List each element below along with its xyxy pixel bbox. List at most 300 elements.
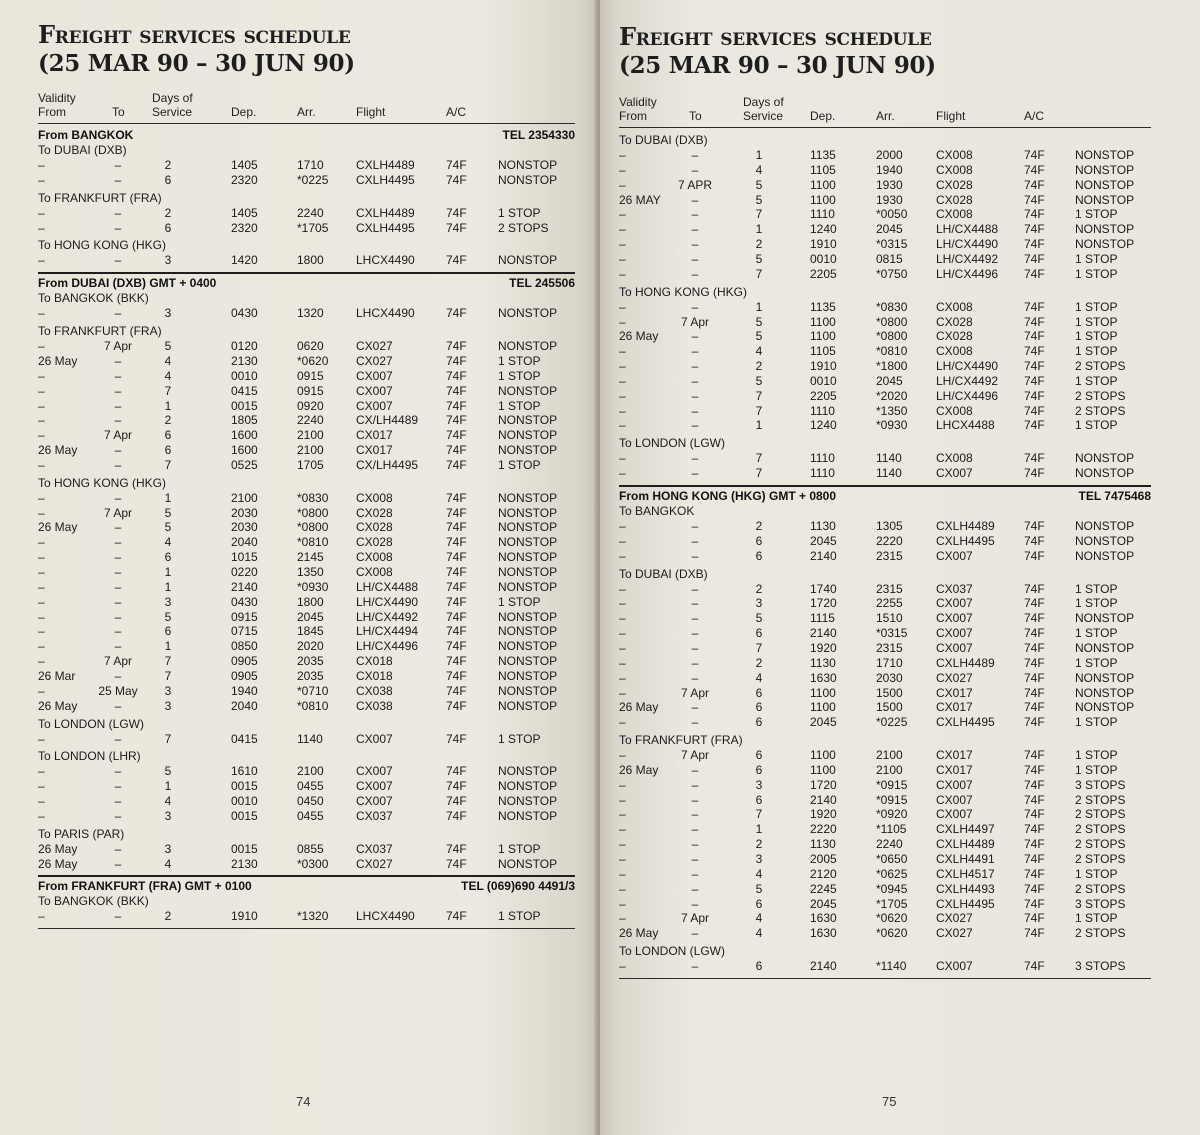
- table-row[interactable]: [619, 926, 1151, 941]
- table-row[interactable]: [619, 549, 1151, 564]
- cell-ac[interactable]: 74F: [446, 731, 467, 746]
- page-number[interactable]: 75: [882, 1094, 897, 1109]
- table-row[interactable]: [619, 374, 1151, 389]
- cell-days[interactable]: 6: [164, 428, 172, 443]
- cell-ac[interactable]: 74F: [1024, 533, 1045, 548]
- cell-dep[interactable]: 0415: [231, 731, 258, 746]
- cell-dep[interactable]: 2005: [810, 852, 837, 866]
- cell-remark[interactable]: NONSTOP: [498, 413, 558, 428]
- cell-from[interactable]: –: [38, 654, 45, 669]
- cell-to[interactable]: –: [691, 807, 699, 822]
- cell-from[interactable]: –: [38, 205, 45, 220]
- cell-remark[interactable]: 1 STOP: [498, 368, 541, 383]
- cell-dep[interactable]: 1600: [231, 443, 258, 458]
- cell-from[interactable]: 26 Mar: [38, 668, 76, 683]
- cell-from[interactable]: –: [619, 548, 626, 563]
- cell-flight[interactable]: CXLH4489: [936, 519, 995, 533]
- cell-remark[interactable]: 1 STOP: [1075, 418, 1118, 433]
- cell-from[interactable]: –: [619, 418, 626, 433]
- cell-ac[interactable]: 74F: [446, 841, 467, 856]
- cell-ac[interactable]: 74F: [446, 383, 467, 398]
- cell-arr[interactable]: 1140: [876, 466, 902, 481]
- cell-to[interactable]: –: [691, 251, 699, 266]
- cell-from[interactable]: –: [619, 177, 626, 192]
- cell-days[interactable]: 1: [755, 222, 763, 237]
- cell-arr[interactable]: 1350: [297, 565, 324, 579]
- cell-from[interactable]: –: [619, 533, 626, 548]
- cell-arr[interactable]: *0930: [876, 418, 908, 433]
- cell-flight[interactable]: CX038: [356, 698, 393, 713]
- cell-flight[interactable]: CX007: [936, 792, 973, 807]
- column-header-flight[interactable]: Flight: [356, 105, 386, 119]
- cell-remark[interactable]: 1 STOP: [1075, 866, 1118, 881]
- table-row[interactable]: [619, 404, 1151, 419]
- table-row[interactable]: [619, 686, 1151, 701]
- cell-flight[interactable]: CX007: [356, 794, 393, 809]
- cell-days[interactable]: 4: [164, 368, 172, 383]
- cell-from[interactable]: –: [619, 403, 626, 418]
- table-row[interactable]: [619, 252, 1151, 267]
- cell-arr[interactable]: 0815: [876, 251, 903, 266]
- cell-ac[interactable]: 74F: [446, 668, 467, 683]
- cell-days[interactable]: 5: [755, 177, 763, 192]
- cell-ac[interactable]: 74F: [1024, 777, 1045, 792]
- cell-dep[interactable]: 1630: [810, 911, 837, 926]
- cell-flight[interactable]: CX028: [936, 314, 973, 329]
- table-row[interactable]: [619, 519, 1151, 534]
- cell-days[interactable]: 1: [164, 579, 172, 594]
- cell-dep[interactable]: 2140: [231, 579, 258, 594]
- cell-days[interactable]: 6: [164, 550, 172, 565]
- cell-to[interactable]: 7 Apr: [680, 911, 710, 926]
- destination-heading[interactable]: To DUBAI (DXB): [619, 133, 708, 147]
- cell-flight[interactable]: CX007: [936, 640, 973, 655]
- cell-to[interactable]: –: [114, 909, 122, 924]
- cell-remark[interactable]: 1 STOP: [1075, 329, 1118, 344]
- table-row[interactable]: [38, 565, 575, 580]
- cell-arr[interactable]: *1320: [297, 909, 329, 924]
- destination-heading[interactable]: To DUBAI (DXB): [38, 143, 127, 157]
- cell-flight[interactable]: CX/LH4489: [356, 413, 419, 428]
- cell-remark[interactable]: 1 STOP: [1075, 596, 1118, 611]
- section-telephone[interactable]: TEL 7475468: [1078, 489, 1151, 503]
- cell-dep[interactable]: 0915: [231, 609, 258, 624]
- cell-from[interactable]: –: [619, 596, 626, 611]
- cell-arr[interactable]: 2240: [297, 413, 324, 428]
- cell-to[interactable]: –: [691, 762, 699, 777]
- cell-to[interactable]: –: [691, 959, 699, 974]
- cell-dep[interactable]: 0010: [810, 251, 837, 266]
- cell-flight[interactable]: CX037: [356, 841, 393, 856]
- cell-to[interactable]: 7 APR: [677, 177, 713, 192]
- cell-to[interactable]: –: [691, 548, 699, 563]
- table-row[interactable]: [38, 654, 575, 669]
- cell-days[interactable]: 6: [164, 172, 172, 187]
- destination-heading[interactable]: To LONDON (LGW): [619, 944, 726, 959]
- table-row[interactable]: [619, 822, 1151, 837]
- cell-to[interactable]: 25 May: [98, 683, 138, 698]
- cell-to[interactable]: –: [691, 926, 699, 941]
- cell-from[interactable]: –: [38, 253, 45, 268]
- cell-dep[interactable]: 0525: [231, 457, 258, 472]
- cell-from[interactable]: 26 May: [38, 520, 78, 535]
- cell-dep[interactable]: 2130: [231, 856, 258, 871]
- cell-dep[interactable]: 0010: [810, 373, 837, 388]
- cell-remark[interactable]: 1 STOP: [498, 398, 541, 413]
- cell-to[interactable]: –: [114, 205, 122, 220]
- table-row[interactable]: [38, 699, 575, 714]
- cell-ac[interactable]: 74F: [1024, 237, 1045, 252]
- cell-days[interactable]: 3: [755, 777, 763, 792]
- cell-to[interactable]: –: [114, 579, 122, 594]
- destination-heading[interactable]: To DUBAI (DXB): [619, 566, 708, 581]
- cell-arr[interactable]: *0650: [876, 852, 908, 866]
- cell-remark[interactable]: 1 STOP: [498, 205, 541, 220]
- cell-ac[interactable]: 74F: [446, 306, 467, 321]
- cell-ac[interactable]: 74F: [446, 764, 467, 779]
- cell-dep[interactable]: 2140: [810, 792, 837, 807]
- cell-from[interactable]: –: [619, 314, 626, 329]
- table-row[interactable]: [619, 700, 1151, 715]
- table-row[interactable]: [619, 867, 1151, 882]
- table-row[interactable]: [38, 595, 575, 610]
- cell-to[interactable]: –: [691, 611, 699, 626]
- cell-ac[interactable]: 74F: [446, 698, 467, 713]
- table-row[interactable]: [38, 253, 575, 268]
- cell-ac[interactable]: 74F: [1024, 685, 1045, 700]
- cell-dep[interactable]: 1130: [810, 655, 836, 670]
- cell-ac[interactable]: 74F: [1024, 596, 1045, 611]
- cell-dep[interactable]: 1105: [810, 162, 836, 177]
- cell-dep[interactable]: 1720: [810, 596, 837, 611]
- cell-dep[interactable]: 0715: [231, 624, 258, 639]
- table-row[interactable]: [38, 506, 575, 521]
- cell-ac[interactable]: 74F: [446, 654, 467, 669]
- cell-ac[interactable]: 74F: [446, 683, 467, 698]
- table-row[interactable]: [619, 207, 1151, 222]
- cell-flight[interactable]: CX007: [936, 626, 973, 641]
- cell-dep[interactable]: 0015: [231, 808, 258, 823]
- cell-remark[interactable]: NONSTOP: [1075, 519, 1135, 533]
- table-row[interactable]: [619, 715, 1151, 730]
- cell-to[interactable]: –: [691, 373, 699, 388]
- cell-arr[interactable]: *1705: [297, 220, 329, 235]
- cell-remark[interactable]: NONSTOP: [498, 158, 558, 172]
- cell-ac[interactable]: 74F: [446, 550, 467, 565]
- cell-arr[interactable]: 1710: [297, 158, 324, 172]
- cell-from[interactable]: –: [38, 505, 45, 520]
- cell-dep[interactable]: 0015: [231, 841, 258, 856]
- cell-remark[interactable]: NONSTOP: [498, 624, 558, 639]
- cell-flight[interactable]: CXLH4495: [936, 533, 995, 548]
- cell-days[interactable]: 7: [755, 388, 763, 403]
- table-row[interactable]: [619, 641, 1151, 656]
- cell-arr[interactable]: *0800: [297, 505, 329, 520]
- cell-from[interactable]: –: [38, 158, 45, 172]
- cell-ac[interactable]: 74F: [1024, 266, 1045, 281]
- cell-remark[interactable]: NONSTOP: [498, 609, 558, 624]
- cell-dep[interactable]: 1920: [810, 807, 837, 822]
- cell-dep[interactable]: 2140: [810, 959, 837, 974]
- column-header-days-of[interactable]: Days of: [152, 91, 193, 105]
- cell-ac[interactable]: 74F: [446, 505, 467, 520]
- cell-remark[interactable]: 1 STOP: [1075, 251, 1118, 266]
- cell-to[interactable]: –: [691, 896, 699, 911]
- destination-heading[interactable]: To LONDON (LGW): [619, 436, 726, 451]
- cell-flight[interactable]: LH/CX4490: [936, 359, 999, 374]
- cell-from[interactable]: –: [619, 896, 626, 911]
- cell-flight[interactable]: CXLH4495: [936, 715, 995, 730]
- cell-days[interactable]: 5: [164, 520, 172, 535]
- cell-dep[interactable]: 1100: [810, 329, 836, 344]
- cell-ac[interactable]: 74F: [1024, 822, 1045, 837]
- cell-dep[interactable]: 0905: [231, 654, 258, 669]
- cell-arr[interactable]: *0225: [297, 172, 329, 187]
- cell-days[interactable]: 3: [164, 253, 172, 268]
- cell-remark[interactable]: NONSTOP: [498, 808, 558, 823]
- cell-ac[interactable]: 74F: [446, 457, 467, 472]
- cell-flight[interactable]: CX027: [936, 911, 973, 926]
- destination-heading[interactable]: To BANGKOK (BKK): [38, 291, 149, 306]
- cell-flight[interactable]: LH/CX4490: [356, 594, 419, 609]
- cell-arr[interactable]: 2035: [297, 668, 324, 683]
- cell-remark[interactable]: 1 STOP: [498, 594, 541, 609]
- cell-from[interactable]: –: [38, 306, 45, 321]
- cell-from[interactable]: 26 May: [619, 762, 659, 777]
- cell-flight[interactable]: CX038: [356, 683, 393, 698]
- table-row[interactable]: [619, 237, 1151, 252]
- cell-remark[interactable]: NONSTOP: [1075, 548, 1135, 563]
- cell-days[interactable]: 4: [755, 344, 763, 359]
- cell-remark[interactable]: NONSTOP: [498, 253, 558, 268]
- cell-days[interactable]: 5: [755, 192, 763, 207]
- cell-remark[interactable]: NONSTOP: [498, 490, 558, 505]
- destination-heading[interactable]: To FRANKFURT (FRA): [38, 190, 162, 205]
- cell-from[interactable]: –: [619, 299, 626, 314]
- cell-flight[interactable]: LH/CX4496: [356, 639, 419, 654]
- cell-ac[interactable]: 74F: [1024, 148, 1045, 162]
- cell-days[interactable]: 7: [164, 654, 172, 669]
- cell-remark[interactable]: NONSTOP: [1075, 148, 1135, 162]
- cell-remark[interactable]: NONSTOP: [498, 339, 558, 354]
- cell-from[interactable]: –: [38, 624, 45, 639]
- cell-ac[interactable]: 74F: [1024, 418, 1045, 433]
- cell-flight[interactable]: LH/CX4492: [936, 251, 999, 266]
- cell-from[interactable]: –: [619, 222, 626, 237]
- table-row[interactable]: [619, 807, 1151, 822]
- cell-to[interactable]: –: [691, 837, 699, 852]
- cell-flight[interactable]: LH/CX4492: [356, 609, 419, 624]
- table-row[interactable]: [619, 300, 1151, 315]
- cell-flight[interactable]: LH/CX4496: [936, 388, 999, 403]
- cell-ac[interactable]: 74F: [1024, 314, 1045, 329]
- cell-remark[interactable]: NONSTOP: [498, 383, 558, 398]
- cell-dep[interactable]: 1115: [810, 611, 835, 626]
- cell-ac[interactable]: 74F: [1024, 792, 1045, 807]
- cell-flight[interactable]: CX007: [936, 777, 973, 792]
- table-row[interactable]: [38, 206, 575, 221]
- table-row[interactable]: [38, 339, 575, 354]
- cell-to[interactable]: –: [691, 222, 699, 237]
- cell-ac[interactable]: 74F: [446, 220, 467, 235]
- section-rule[interactable]: [38, 875, 575, 877]
- cell-dep[interactable]: 2040: [231, 535, 258, 550]
- table-row[interactable]: [38, 491, 575, 506]
- cell-to[interactable]: –: [114, 565, 122, 579]
- cell-flight[interactable]: CX027: [356, 339, 393, 354]
- section-telephone[interactable]: TEL 2354330: [502, 128, 575, 142]
- section-origin[interactable]: From FRANKFURT (FRA) GMT + 0100: [38, 879, 252, 894]
- cell-from[interactable]: –: [619, 207, 626, 222]
- cell-to[interactable]: –: [691, 581, 699, 596]
- cell-days[interactable]: 5: [164, 505, 172, 520]
- table-row[interactable]: [619, 671, 1151, 686]
- cell-ac[interactable]: 74F: [446, 172, 467, 187]
- cell-ac[interactable]: 74F: [446, 353, 467, 368]
- cell-to[interactable]: –: [114, 731, 122, 746]
- cell-to[interactable]: –: [114, 779, 122, 794]
- cell-flight[interactable]: CX008: [936, 403, 973, 418]
- destination-heading[interactable]: To BANGKOK (BKK): [38, 894, 149, 909]
- cell-to[interactable]: –: [691, 533, 699, 548]
- cell-arr[interactable]: *0945: [876, 881, 908, 896]
- table-row[interactable]: [38, 909, 575, 924]
- cell-from[interactable]: –: [619, 237, 626, 252]
- cell-from[interactable]: –: [38, 172, 45, 187]
- cell-flight[interactable]: CX008: [936, 299, 973, 314]
- cell-dep[interactable]: 2205: [810, 266, 837, 281]
- cell-arr[interactable]: *0810: [297, 535, 329, 550]
- cell-flight[interactable]: CX007: [936, 466, 973, 481]
- table-row[interactable]: [38, 639, 575, 654]
- cell-arr[interactable]: 1940: [876, 162, 903, 177]
- cell-arr[interactable]: *1140: [876, 959, 907, 974]
- cell-dep[interactable]: 0430: [231, 306, 258, 321]
- destination-heading[interactable]: To HONG KONG (HKG): [38, 475, 167, 490]
- cell-flight[interactable]: CXLH4495: [356, 220, 415, 235]
- cell-remark[interactable]: NONSTOP: [1075, 670, 1135, 685]
- title-line2[interactable]: (25 MAR 90 – 30 JUN 90): [38, 50, 355, 77]
- cell-ac[interactable]: 74F: [1024, 852, 1045, 866]
- cell-arr[interactable]: 0620: [297, 339, 324, 354]
- table-row[interactable]: [619, 178, 1151, 193]
- cell-days[interactable]: 2: [164, 158, 172, 172]
- cell-from[interactable]: –: [619, 611, 626, 626]
- cell-days[interactable]: 5: [164, 339, 172, 354]
- table-row[interactable]: [619, 656, 1151, 671]
- cell-arr[interactable]: *1105: [876, 822, 907, 837]
- cell-arr[interactable]: 1800: [297, 594, 324, 609]
- cell-ac[interactable]: 74F: [446, 339, 467, 354]
- cell-dep[interactable]: 2320: [231, 220, 258, 235]
- cell-to[interactable]: –: [691, 162, 699, 177]
- cell-dep[interactable]: 1940: [231, 683, 258, 698]
- cell-days[interactable]: 6: [164, 220, 172, 235]
- table-row[interactable]: [38, 550, 575, 565]
- cell-dep[interactable]: 1015: [231, 550, 258, 565]
- cell-flight[interactable]: LH/CX4490: [936, 237, 999, 252]
- cell-days[interactable]: 5: [755, 329, 763, 344]
- cell-days[interactable]: 1: [755, 148, 763, 162]
- table-row[interactable]: [619, 882, 1151, 897]
- cell-days[interactable]: 5: [755, 251, 763, 266]
- page-number[interactable]: 74: [296, 1094, 311, 1109]
- cell-arr[interactable]: 2000: [876, 148, 903, 162]
- cell-from[interactable]: –: [38, 413, 45, 428]
- cell-remark[interactable]: 1 STOP: [498, 353, 541, 368]
- cell-arr[interactable]: *0625: [876, 866, 908, 881]
- cell-from[interactable]: –: [619, 388, 626, 403]
- cell-flight[interactable]: CX018: [356, 668, 393, 683]
- cell-ac[interactable]: 74F: [1024, 581, 1045, 596]
- cell-remark[interactable]: 1 STOP: [1075, 762, 1118, 777]
- cell-to[interactable]: –: [691, 418, 699, 433]
- cell-days[interactable]: 6: [755, 748, 763, 763]
- cell-ac[interactable]: 74F: [1024, 959, 1045, 974]
- cell-ac[interactable]: 74F: [446, 639, 467, 654]
- cell-flight[interactable]: CX007: [936, 807, 973, 822]
- cell-days[interactable]: 4: [755, 670, 763, 685]
- cell-days[interactable]: 7: [755, 451, 763, 466]
- cell-to[interactable]: –: [114, 794, 122, 809]
- section-rule[interactable]: [38, 272, 575, 274]
- cell-flight[interactable]: CX008: [936, 207, 973, 222]
- cell-arr[interactable]: 2100: [297, 443, 324, 458]
- cell-remark[interactable]: NONSTOP: [498, 698, 558, 713]
- cell-from[interactable]: –: [38, 490, 45, 505]
- table-row[interactable]: [619, 451, 1151, 466]
- cell-days[interactable]: 6: [755, 548, 763, 563]
- cell-remark[interactable]: 1 STOP: [1075, 715, 1118, 730]
- cell-flight[interactable]: CX028: [356, 505, 393, 520]
- cell-flight[interactable]: CX008: [936, 344, 973, 359]
- cell-from[interactable]: –: [619, 670, 626, 685]
- cell-ac[interactable]: 74F: [446, 579, 467, 594]
- cell-days[interactable]: 6: [164, 624, 172, 639]
- cell-arr[interactable]: 2045: [297, 609, 324, 624]
- cell-days[interactable]: 5: [755, 881, 763, 896]
- header-rule[interactable]: [619, 127, 1151, 128]
- cell-remark[interactable]: 2 STOPS: [1075, 403, 1126, 418]
- cell-remark[interactable]: NONSTOP: [498, 654, 558, 669]
- cell-remark[interactable]: NONSTOP: [498, 856, 558, 871]
- table-row[interactable]: [619, 959, 1151, 974]
- cell-dep[interactable]: 2140: [810, 626, 837, 641]
- cell-remark[interactable]: NONSTOP: [1075, 237, 1135, 252]
- cell-days[interactable]: 3: [755, 852, 763, 866]
- cell-days[interactable]: 2: [164, 413, 172, 428]
- cell-remark[interactable]: NONSTOP: [498, 172, 558, 187]
- cell-to[interactable]: –: [114, 353, 122, 368]
- cell-dep[interactable]: 1630: [810, 926, 837, 941]
- cell-days[interactable]: 7: [755, 807, 763, 822]
- cell-dep[interactable]: 1130: [810, 837, 836, 852]
- cell-from[interactable]: –: [38, 764, 45, 779]
- cell-arr[interactable]: 2220: [876, 533, 903, 548]
- cell-flight[interactable]: CX017: [936, 685, 973, 700]
- cell-to[interactable]: 7 Apr: [103, 339, 133, 354]
- cell-from[interactable]: 26 May: [38, 353, 78, 368]
- cell-arr[interactable]: 2240: [876, 837, 903, 852]
- cell-flight[interactable]: CX008: [936, 451, 973, 466]
- cell-dep[interactable]: 1110: [810, 466, 835, 481]
- column-header-arr[interactable]: Arr.: [876, 109, 895, 123]
- cell-flight[interactable]: CX028: [356, 520, 393, 535]
- cell-days[interactable]: 2: [755, 237, 763, 252]
- cell-dep[interactable]: 2100: [231, 490, 258, 505]
- table-row[interactable]: [38, 173, 575, 188]
- cell-arr[interactable]: *0830: [297, 490, 329, 505]
